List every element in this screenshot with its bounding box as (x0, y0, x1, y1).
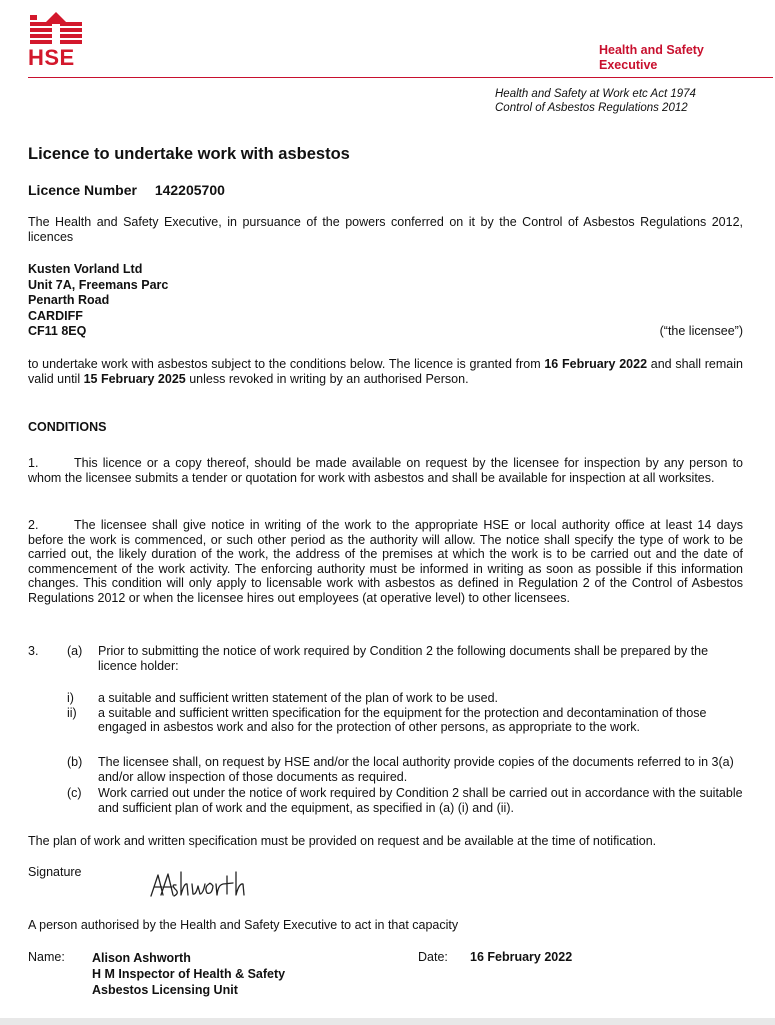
act-line-1: Health and Safety at Work etc Act 1974 (495, 88, 696, 100)
licence-number: 142205700 (154, 182, 225, 198)
list-item-key: ii) (67, 705, 77, 720)
condition-3b (67, 755, 743, 784)
sub-condition-key: (c) (67, 786, 82, 800)
document-title: Licence to undertake work with asbestos (28, 145, 350, 163)
grant-from-date: 16 February 2022 (544, 357, 648, 371)
address-line: Kusten Vorland Ltd (28, 262, 143, 276)
signatory-name: Alison Ashworth (92, 951, 191, 965)
address-line: Unit 7A, Freemans Parc (28, 277, 169, 292)
condition-text: This licence or a copy thereof, should be made available on request by the licensee for inspection by any person to whom the licensee submits a tender or quotation for work with asbestos and shall be available for inspection at all worksites. (28, 456, 743, 485)
act-line-2: Control of Asbestos Regulations 2012 (495, 102, 688, 114)
list-item-text: a suitable and sufficient written statement of the plan of work to be used. (98, 691, 499, 705)
condition-number: 3. (28, 644, 39, 658)
grant-until-date: 15 February 2025 (83, 371, 186, 386)
licensee-address (28, 262, 168, 340)
grant-text: to undertake work with asbestos subject to the conditions below. The licence is granted from (28, 357, 545, 371)
name-label: Name: (28, 950, 65, 964)
grant-paragraph (28, 357, 743, 386)
sub-condition-key: (b) (67, 755, 83, 769)
hse-logo-text: HSE (28, 45, 75, 70)
list-item (67, 691, 748, 706)
sub-condition-text: Work carried out under the notice of work required by Condition 2 shall be carried out in accordance with the suitable and sufficient plan of work and the equipment, as specified in (a) (i) and (ii). (98, 786, 743, 815)
sub-condition-text: Prior to submitting the notice of work required by Condition 2 the following documents shall be prepared by the licence holder: (98, 644, 709, 673)
condition-1 (28, 456, 743, 485)
header-divider (28, 77, 773, 78)
authorised-note: A person authorised by the Health and Safety Executive to act in that capacity (28, 918, 459, 932)
licensee-tag: (“the licensee”) (659, 324, 743, 338)
org-line-1: Health and Safety (599, 43, 704, 57)
condition-3c (67, 786, 743, 815)
plan-documents-list (67, 691, 748, 735)
licence-number-label: Licence Number (28, 182, 137, 198)
condition-2 (28, 518, 743, 605)
signatory-details (92, 950, 285, 998)
condition-3a (67, 644, 743, 673)
condition-number: 2. (28, 518, 39, 532)
handwritten-signature (147, 868, 272, 902)
grant-text: and shall remain valid until (28, 357, 743, 386)
licence-number-row (28, 182, 239, 198)
organisation-name (599, 43, 704, 73)
condition-text: The licensee shall give notice in writing of the work to the appropriate HSE or local authority office at least 14 days before the work is commenced, or such other period as the authority will allow. The notice shall specify the type of work to be carried out, the likely duration of the work, the address of the premises at which the work is to be carried out and the date of commencement of the work activity. The enforcing authority must be informed in writing as soon as possible if this information changes. This condition will only apply to licensable work with asbestos as defined in Regulation 2 of the Control of Asbestos Regulations 2012 or when the licensee hires out employees (at operative level) to other licensees. (28, 518, 743, 605)
list-item-key: i) (67, 691, 74, 705)
signature-label: Signature (28, 865, 82, 879)
conditions-heading: CONDITIONS (28, 420, 107, 434)
address-line: CF11 8EQ (28, 324, 87, 338)
sub-condition-key: (a) (67, 644, 83, 658)
signatory-unit: Asbestos Licensing Unit (92, 983, 238, 997)
intro-paragraph: The Health and Safety Executive, in pursuance of the powers conferred on it by the Control of Asbestos Regulations 2012, licences (28, 215, 743, 244)
condition-number: 1. (28, 456, 39, 470)
legislation-refs (495, 87, 696, 115)
page-bottom-edge (0, 1018, 775, 1025)
list-item-text: a suitable and sufficient written specification for the equipment for the protection and decontamination of those engaged in asbestos work and also for the protection of other persons, as appropriate to the work. (98, 705, 707, 734)
org-line-2: Executive (599, 58, 658, 72)
sub-condition-text: The licensee shall, on request by HSE and/or the local authority provide copies of the documents referred to in 3(a) and/or allow inspection of those documents as required. (98, 755, 734, 784)
grant-text: unless revoked in writing by an authorised Person. (185, 371, 469, 386)
signatory-role: H M Inspector of Health & Safety (92, 967, 286, 981)
address-line: Penarth Road (28, 293, 110, 307)
address-line: CARDIFF (28, 308, 83, 323)
signature-date: 16 February 2022 (470, 950, 573, 964)
date-label: Date: (418, 950, 448, 964)
plan-note: The plan of work and written specification must be provided on request and be available at the time of notification. (28, 834, 657, 848)
list-item (67, 706, 748, 735)
